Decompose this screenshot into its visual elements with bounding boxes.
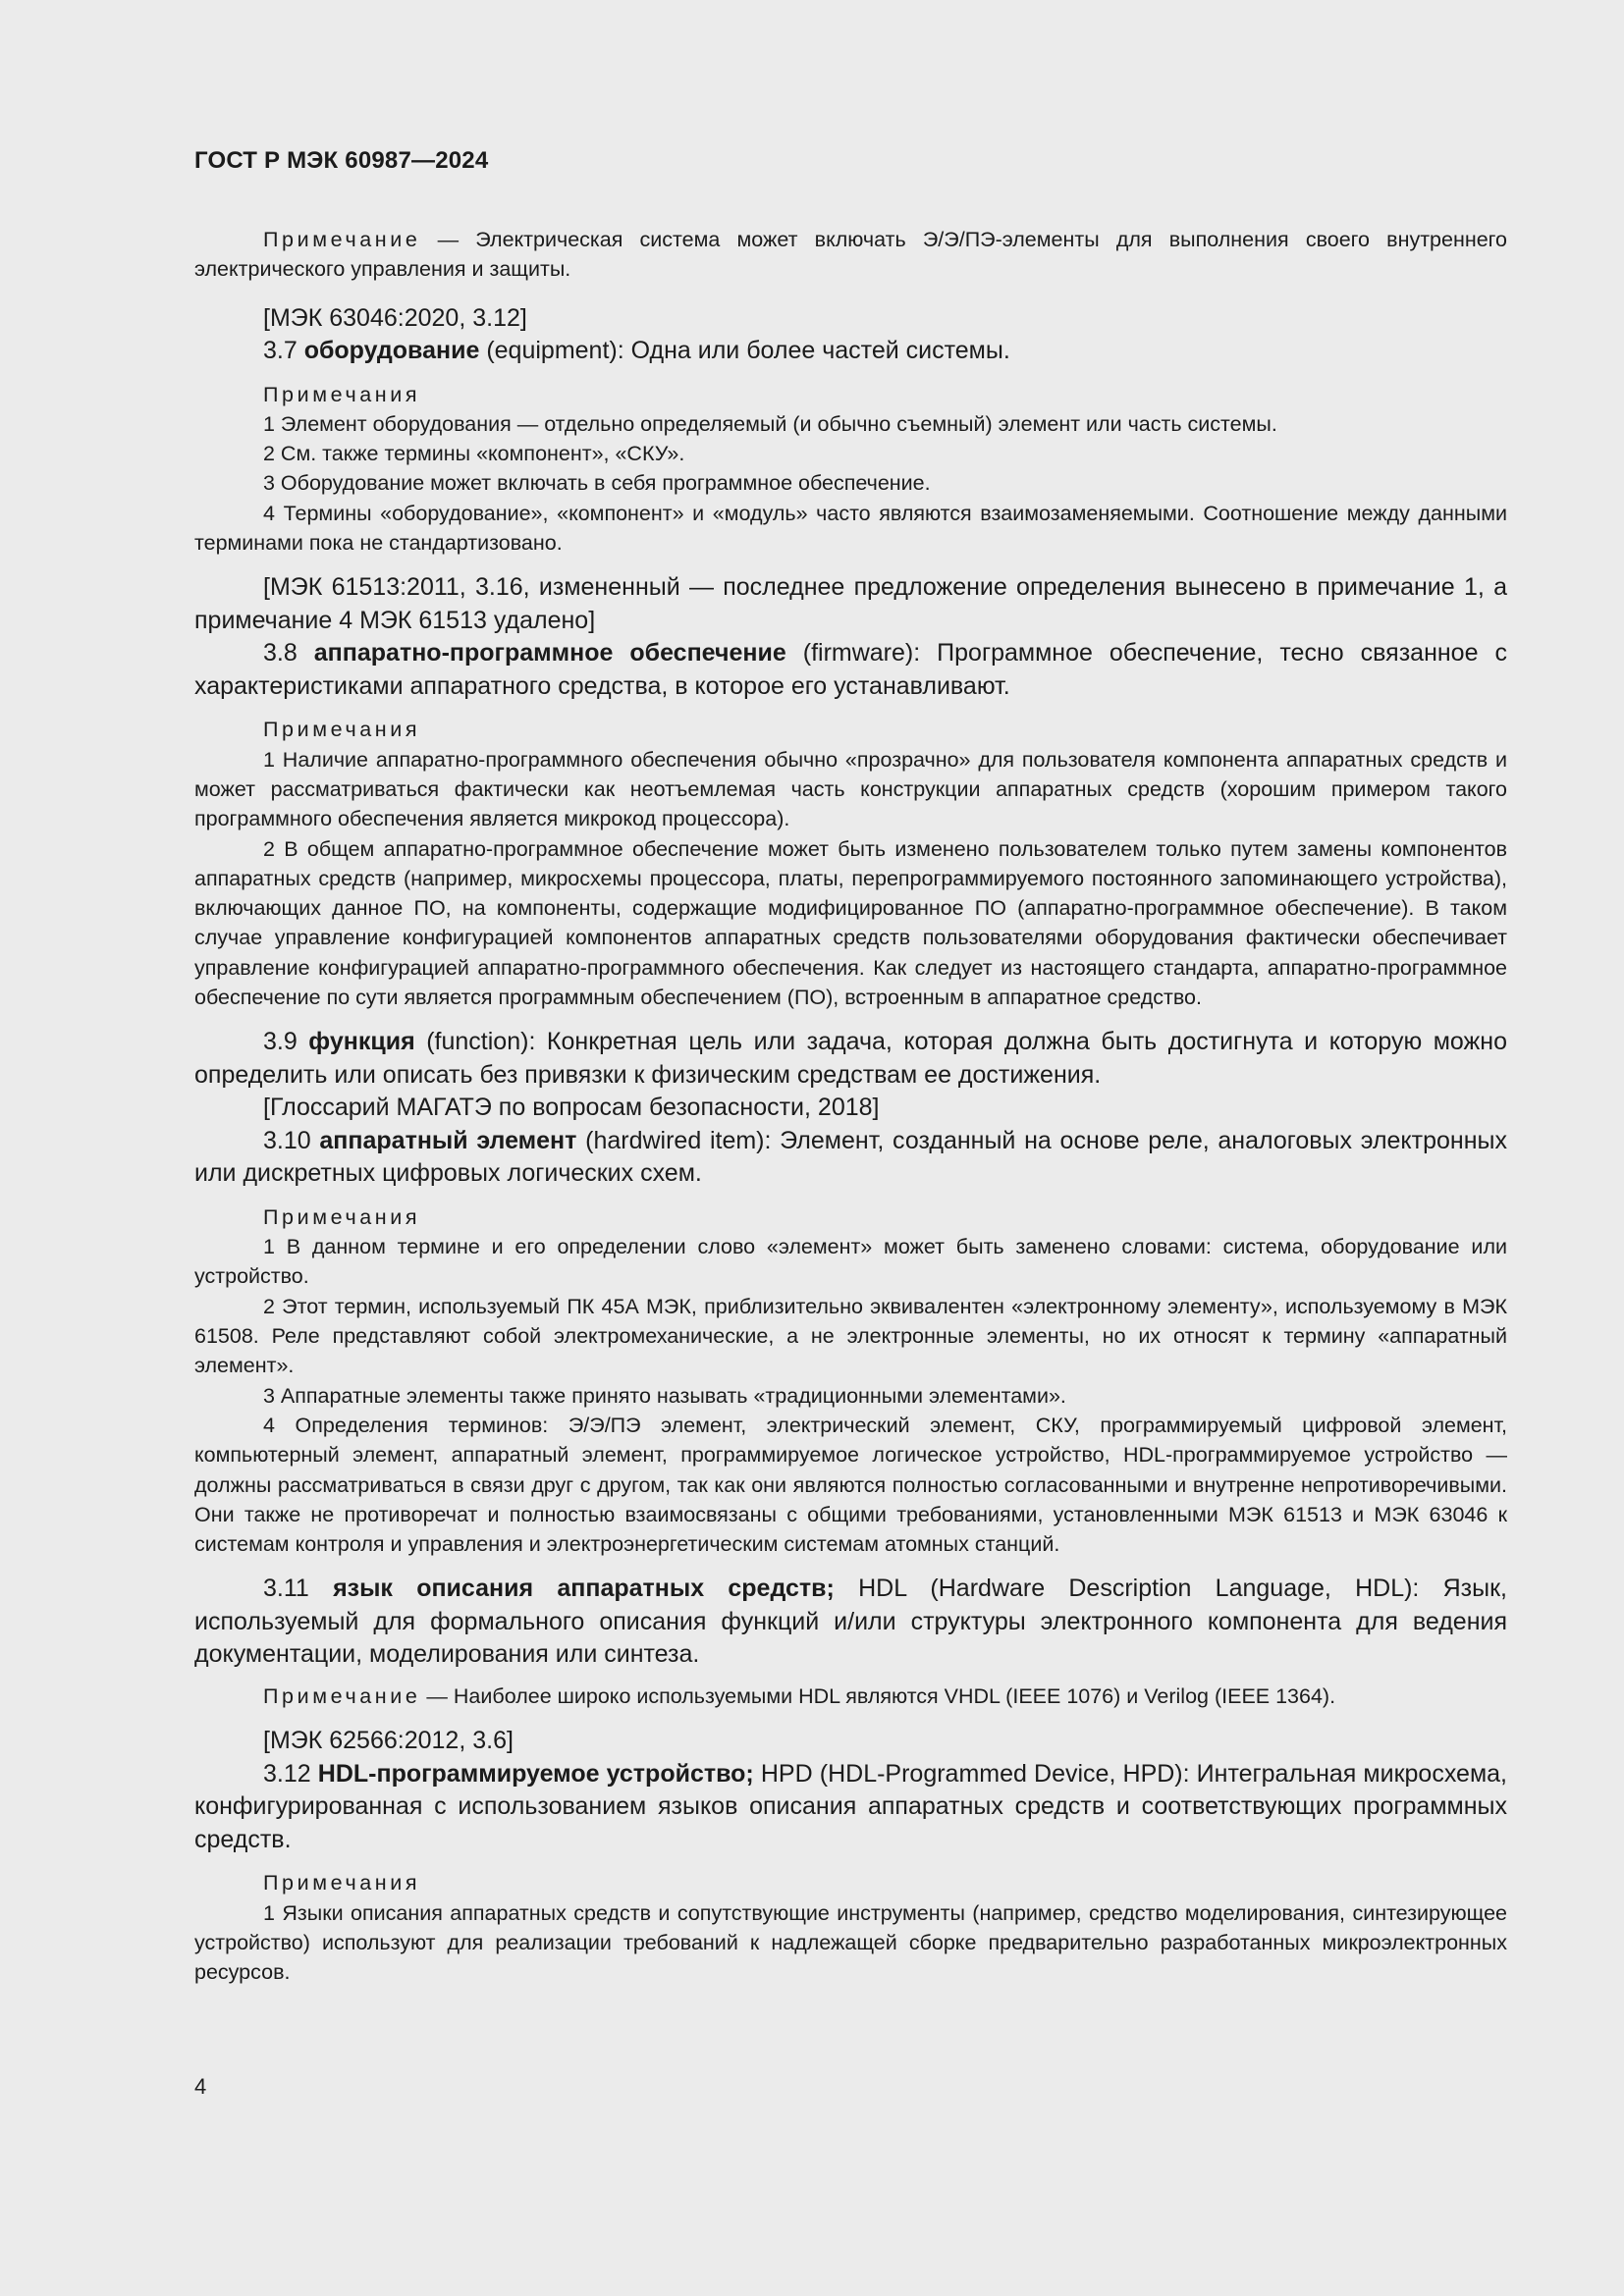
term-name: аппаратно-программное обеспечение [313,639,786,667]
page-number: 4 [194,2074,207,2099]
source-reference: [МЭК 62566:2012, 3.6] [263,1727,514,1755]
term-name: функция [308,1028,415,1056]
note-item: 2 В общем аппаратно-программное обеспечение может быть изменено пользователем только путем замены компонентов аппаратных средств (например, микросхемы процессора, платы, перепрограммируемого постоянного запоминающего устройства), включающих данное ПО, на компоненты, содержащие модифицированное ПО (аппаратно-программное обеспечение). В таком случае управление конфигурацией компонентов аппаратных средств пользователями оборудования фактически обеспечивает управление конфигурацией аппаратно-программного обеспечения. Как следует из настоящего стандарта, аппаратно-программное обеспечение по сути является программным обеспечением (ПО), встроенным в аппаратное средство. [194,836,1507,1010]
term-number: 3.12 [263,1759,318,1788]
term-definition-3-10 [194,1125,1507,1191]
term-number: 3.8 [263,639,314,667]
note-text: — Наиболее широко используемыми HDL являются VHDL (IEEE 1076) и Verilog (IEEE 1364). [420,1683,1336,1708]
term-definition-3-12 [194,1758,1507,1857]
note-item: 4 Определения терминов: Э/Э/ПЭ элемент, электрический элемент, СКУ, программируемый цифровой элемент, компьютерный элемент, аппаратный элемент, программируемое логическое устройство, HDL-программируемое устройство — должны рассматриваться в связи друг с другом, так как они являются полностью согласованными и внутренне непротиворечивыми. Они также не противоречат и полностью взаимосвязаны с общими требованиями, установленными МЭК 61513 и МЭК 63046 к системам контроля и управления и электроэнергетическим системам атомных станций. [194,1413,1507,1557]
term-number: 3.11 [263,1575,334,1603]
notes-heading: Примечания [263,718,421,742]
note-paragraph [194,225,1507,285]
term-definition-3-8 [194,637,1507,703]
note-item: 2 Этот термин, используемый ПК 45А МЭК, приблизительно эквивалентен «электронному элементу», используемому в МЭК 61508. Реле представляют собой электромеханические, а не электронные элементы, но их относят к термину «аппаратный элемент». [194,1294,1507,1378]
term-definition-text: HPD (HDL-Programmed Device, HPD): Интегральная микросхема, конфигурированная с использованием языков описания аппаратных средств и соответствующих программных средств. [194,1759,1507,1853]
term-number: 3.9 [263,1028,309,1056]
term-definition-text: HDL (Hardware Description Language, HDL): Язык, используемый для формального описания функций и/или структуры электронного компонента для ведения документации, моделирования или синтеза. [194,1575,1507,1669]
source-reference: [Глоссарий МАГАТЭ по вопросам безопасности, 2018] [263,1094,880,1122]
note-label: Примечание [263,228,421,251]
note-item: 1 В данном термине и его определении слово «элемент» может быть заменено словами: система, оборудование или устройство. [194,1235,1507,1289]
notes-heading: Примечания [263,382,421,406]
note-item: 3 Аппаратные элементы также принято называть «традиционными элементами». [263,1383,1066,1408]
term-definition-3-7 [194,335,1507,368]
term-definition-text: (function): Конкретная цель или задача, которая должна быть достигнута и которую можно определить или описать без привязки к физическим средствам ее достижения. [194,1028,1507,1089]
page-header-standard-title: ГОСТ Р МЭК 60987—2024 [194,147,489,174]
document-body [194,225,1507,1987]
note-item: 1 Наличие аппаратно-программного обеспечения обычно «прозрачно» для пользователя компонента аппаратных средств и может рассматриваться фактически как неотъемлемая часть конструкции аппаратных средств (хорошим примером такого программного обеспечения является микрокод процессора). [194,747,1507,831]
note-paragraph [194,1682,1507,1711]
term-definition-text: (firmware): Программное обеспечение, тесно связанное с характеристиками аппаратного средства, в которое его устанавливают. [194,639,1507,700]
term-number: 3.10 [263,1126,320,1154]
term-name: язык описания аппаратных средств; [333,1575,835,1603]
term-name: HDL-программируемое устройство; [317,1759,754,1788]
note-text: — Электрическая система может включать Э/Э/ПЭ-элементы для выполнения своего внутреннего электрического управления и защиты. [194,228,1507,282]
source-reference: [МЭК 61513:2011, 3.16, измененный — последнее предложение определения вынесено в примечание 1, а примечание 4 МЭК 61513 удалено] [194,573,1507,634]
note-label: Примечание [263,1683,421,1708]
term-definition-text: (equipment): Одна или более частей системы. [479,337,1010,365]
note-item: 1 Языки описания аппаратных средств и сопутствующие инструменты (например, средство моделирования, синтезирующее устройство) используют для реализации требований к надлежащей сборке предварительно разработанных микроэлектронных ресурсов. [194,1900,1507,1985]
note-item: 4 Термины «оборудование», «компонент» и «модуль» часто являются взаимозаменяемыми. Соотношение между данными терминами пока не стандартизовано. [194,501,1507,556]
source-reference: [МЭК 63046:2020, 3.12] [263,303,527,332]
term-definition-3-9 [194,1026,1507,1092]
term-name: аппаратный элемент [319,1126,577,1154]
note-item: 3 Оборудование может включать в себя программное обеспечение. [263,471,931,496]
term-number: 3.7 [263,337,304,365]
note-item: 2 См. также термины «компонент», «СКУ». [263,442,685,466]
note-item: 1 Элемент оборудования — отдельно определяемый (и обычно съемный) элемент или часть системы. [263,411,1277,436]
term-definition-3-11 [194,1573,1507,1672]
term-name: оборудование [303,337,480,365]
notes-heading: Примечания [263,1204,421,1229]
term-definition-text: (hardwired item): Элемент, созданный на основе реле, аналоговых электронных или дискретных цифровых логических схем. [194,1126,1507,1188]
notes-heading: Примечания [263,1871,421,1896]
